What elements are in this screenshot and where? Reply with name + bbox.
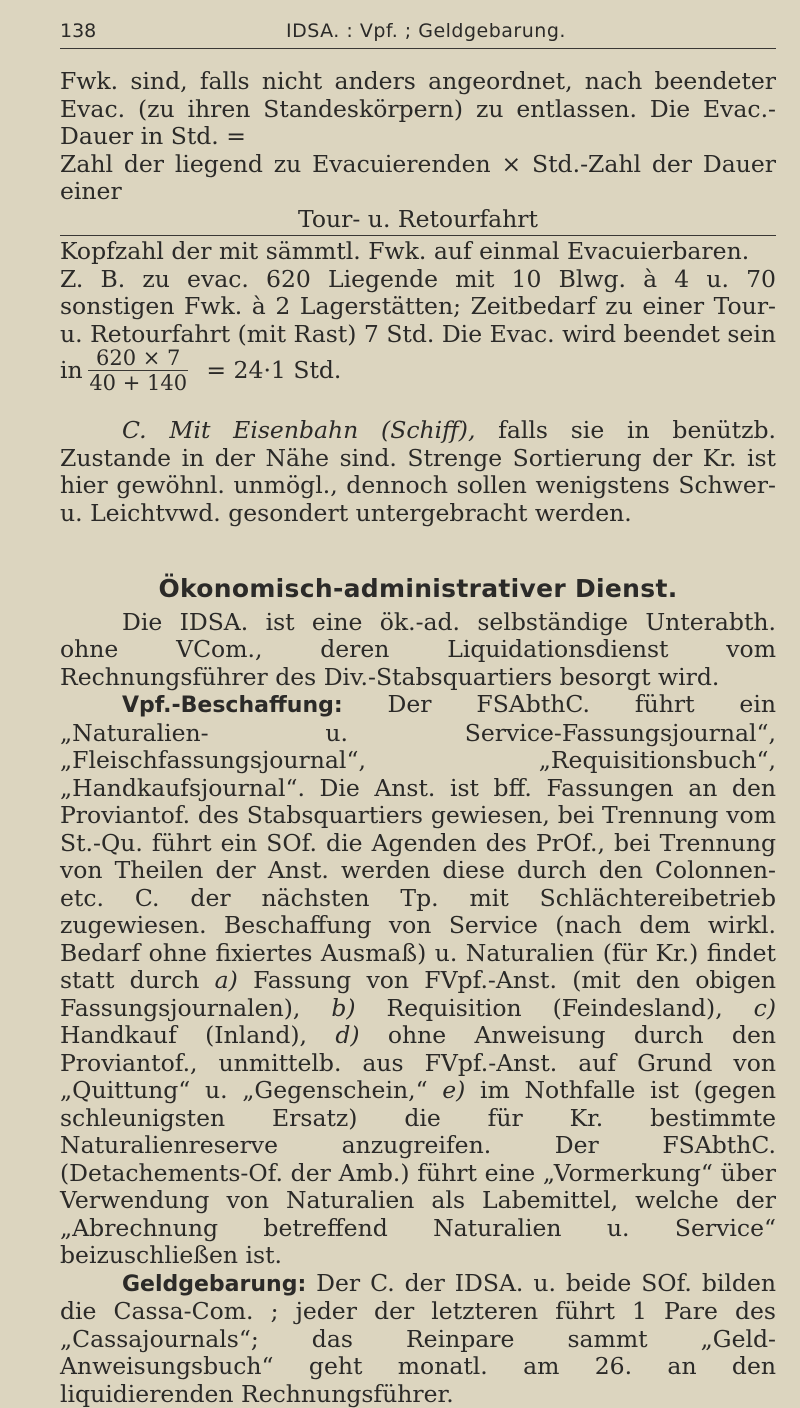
vpf-text-6: im Nothfalle ist (gegen schleunigsten Ersatz) die für Kr. bestimmte Naturalienreserve anzugreifen. Der FSAbthC. (Detachements-Of. der Amb.) führt eine „Vormerkung“ über Verwendung von Naturalien als Labemittel, welche der „Abrechnung betreffend Naturalien u. Service“ beizuschließen ist. [60,1076,776,1269]
vpf-b: b) [331,994,355,1022]
vpf-text-2: Fassung von FVpf.-Anst. (mit den obigen Fassungsjournalen), [60,966,776,1022]
header-rule [60,48,776,49]
page-header [60,0,776,48]
example-in: in [60,357,88,385]
example-calculation [60,346,776,395]
geld-heading: Geldgebarung: [122,1272,306,1297]
vpf-heading: Vpf.-Beschaffung: [122,693,343,718]
rail-title: Mit Eisenbahn [169,416,358,444]
vpf-e: e) [442,1076,465,1104]
formula-denominator: Kopfzahl der mit sämmtl. Fwk. auf einmal Evacuierbaren. [60,238,776,266]
evac-duration-formula [60,151,776,266]
rail-text: falls sie in benützb. Zustande in der Nähe sind. Strenge Sortierung der Kr. ist hier gewöhnl. unmögl., dennoch sollen wenigstens Schwer- u. Leichtvwd. gesondert untergebracht werden. [60,416,776,527]
paragraph-geld [60,1270,776,1408]
example-result: = 24·1 Std. [206,357,341,385]
paragraph-example: Z. B. zu evac. 620 Liegende mit 10 Blwg. à 4 u. 70 sonstigen Fwk. à 2 Lagerstätten; Zeitbedarf zu einer Tour- u. Retourfahrt (mit Rast) 7 Std. Die Evac. wird beendet sein [60,266,776,349]
example-numerator: 620 × 7 [88,346,188,371]
running-title: IDSA. : Vpf. ; Geldgebarung. [286,20,566,42]
paragraph-evac-end: Fwk. sind, falls nicht anders angeordnet, nach beendeter Evac. (zu ihren Standeskörpern) zu entlassen. Die Evac.-Dauer in Std. = [60,68,776,151]
geld-text: Der C. der IDSA. u. beide SOf. bilden die Cassa-Com. ; jeder der letzteren führt 1 Pare des „Cassajournals“; das Reinpare sammt „Geld-Anweisungsbuch“ geht monatl. am 26. an den liquidierenden Rechnungsführer. [60,1269,776,1408]
vpf-a: a) [215,966,238,994]
vpf-c: c) [754,994,776,1022]
example-fraction [88,346,188,395]
rail-letter: C. [122,416,147,444]
rail-paren: (Schiff), [381,416,475,444]
vpf-text-1: Der FSAbthC. führt ein „Naturalien- u. Service-Fassungsjournal“, „Fleischfassungsjournal“, „Requisitionsbuch“, „Handkaufsjournal“. Die Anst. ist bff. Fassungen an den Proviantof. des Stabsquartiers gewiesen, bei Trennung vom St.-Qu. führt ein SOf. die Agenden des PrOf., bei Trennung von Theilen der Anst. werden diese durch den Colonnen- etc. C. der nächsten Tp. mit Schlächtereibetrieb zugewiesen. Beschaffung von Service (nach dem wirkl. Bedarf ohne fixiertes Ausmaß) u. Naturalien (für Kr.) findet statt durch [60,690,776,994]
paragraph-idsa: Die IDSA. ist eine ök.-ad. selbständige Unterabth. ohne VCom., deren Liquidationsdienst vom Rechnungsführer des Div.-Stabsquartiers besorgt wird. [60,609,776,692]
page-body [60,68,776,1408]
example-denominator: 40 + 140 [89,371,187,395]
formula-numerator: Zahl der liegend zu Evacuierenden × Std.-Zahl der Dauer einer [60,151,776,206]
page-number: 138 [60,20,96,42]
vpf-text-5: ohne Anweisung durch den Proviantof., unmittelb. aus FVpf.-Anst. auf Grund von „Quittung“ u. „Gegenschein,“ [60,1021,776,1104]
vpf-d: d) [335,1021,359,1049]
formula-numerator-cont: Tour- u. Retourfahrt [60,206,776,234]
paragraph-rail [60,417,776,527]
paragraph-vpf [60,691,776,1270]
vpf-text-4: Handkauf (Inland), [60,1021,335,1049]
formula-fraction-line [60,235,776,236]
vpf-text-3: Requisition (Feindesland), [356,994,754,1022]
section-title: Ökonomisch-administrativer Dienst. [60,575,776,603]
